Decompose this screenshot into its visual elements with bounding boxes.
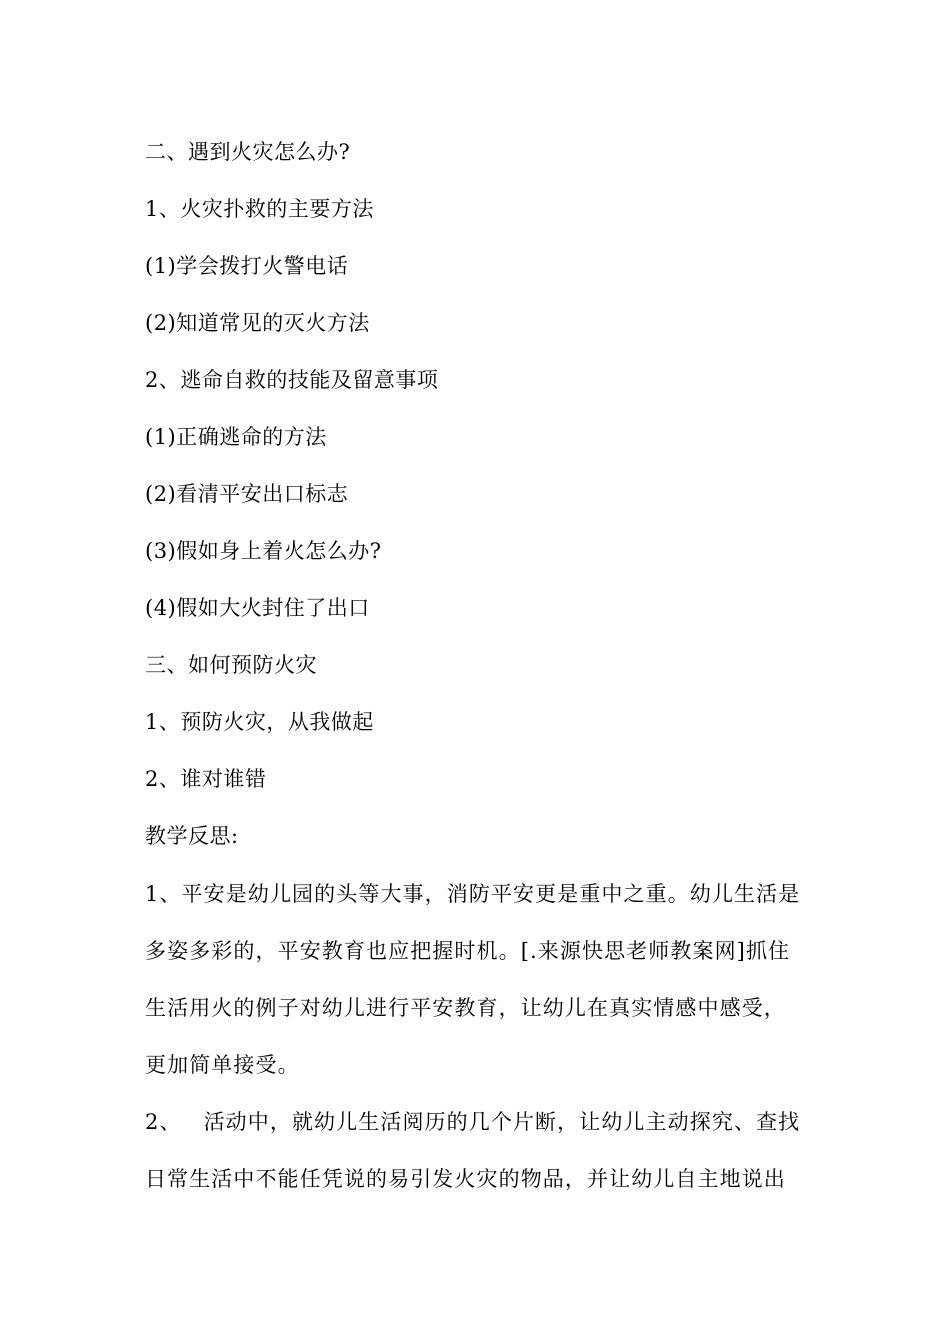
reflection-para1-line: 更加简单接受。 [145, 1053, 300, 1077]
reflection-para2-text: 活动中，就幼儿生活阅历的几个片断，让幼儿主动探究、查找 [203, 1110, 801, 1134]
outline-item: (1)正确逃命的方法 [145, 425, 327, 449]
reflection-para1-line: 生活用火的例子对幼儿进行平安教育，让幼儿在真实情感中感受， [145, 996, 786, 1020]
outline-item: (4)假如大火封住了出口 [145, 596, 370, 620]
outline-item: 2、逃命自救的技能及留意事项 [145, 368, 439, 392]
reflection-para1-line: 1、平安是幼儿园的头等大事，消防平安更是重中之重。幼儿生活是 [145, 882, 801, 906]
reflection-para2-line: 日常生活中不能任凭说的易引发火灾的物品，并让幼儿自主地说出 [145, 1167, 786, 1191]
outline-item: 1、火灾扑救的主要方法 [145, 197, 374, 221]
section-heading-2: 二、遇到火灾怎么办? [145, 140, 351, 164]
reflection-para2-number: 2、 [145, 1110, 182, 1134]
reflection-para2-first-line [145, 1108, 809, 1136]
section-heading-3: 三、如何预防火灾 [145, 653, 317, 677]
outline-item: (2)知道常见的灭火方法 [145, 311, 370, 335]
outline-item: (1)学会拨打火警电话 [145, 254, 349, 278]
outline-item: 1、预防火灾，从我做起 [145, 710, 374, 734]
outline-item: 2、谁对谁错 [145, 767, 267, 791]
outline-item: (2)看清平安出口标志 [145, 482, 349, 506]
reflection-heading: 教学反思: [145, 824, 239, 848]
outline-item: (3)假如身上着火怎么办? [145, 539, 382, 563]
reflection-para1-line: 多姿多彩的，平安教育也应把握时机。[.来源快思老师教案网]抓住 [145, 939, 791, 963]
